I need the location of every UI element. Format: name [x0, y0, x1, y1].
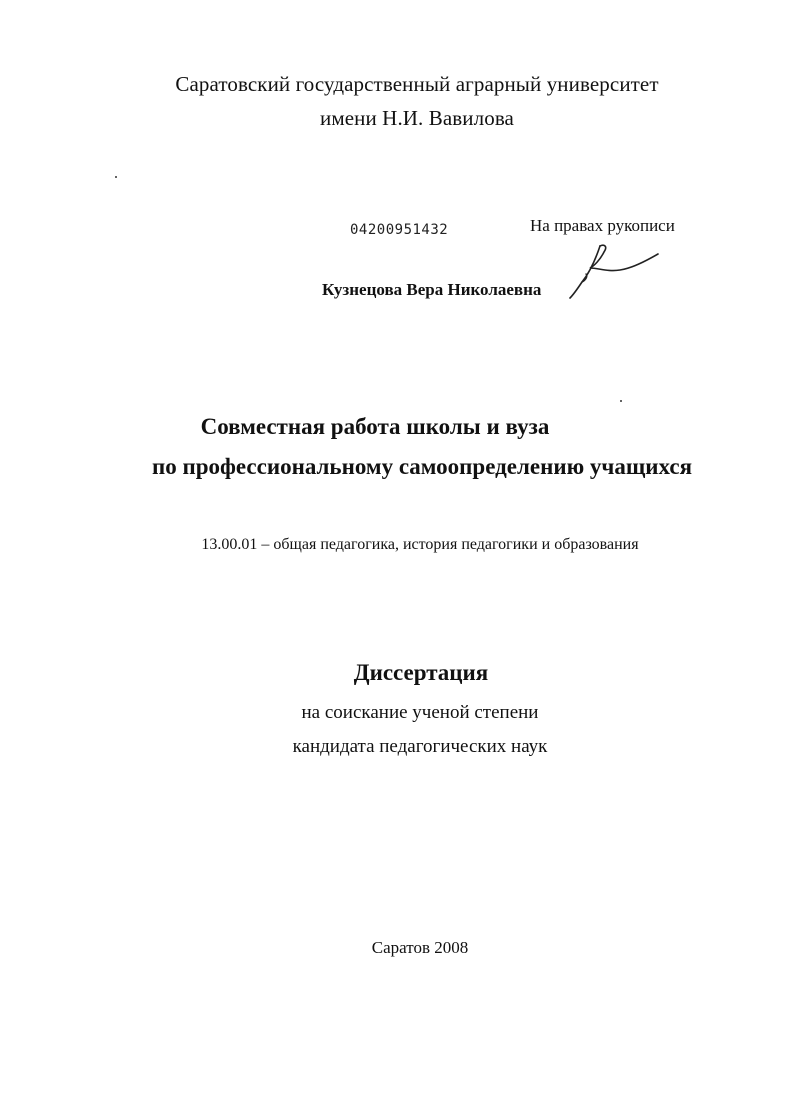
university-name-line1: Саратовский государственный аграрный университет	[175, 72, 659, 96]
manuscript-rights-note: На правах рукописи	[530, 216, 675, 235]
degree-line1: на соискание ученой степени	[301, 702, 539, 723]
dissertation-title-line2: по профессиональному самоопределению учащихся	[151, 454, 693, 479]
scan-speck	[115, 176, 117, 178]
degree-line2: кандидата педагогических наук	[292, 736, 548, 757]
registry-code: 04200951432	[350, 222, 449, 238]
signature-icon	[560, 238, 670, 300]
author-name: Кузнецова Вера Николаевна	[322, 280, 542, 299]
dissertation-title-line1: Совместная работа школы и вуза	[200, 414, 550, 439]
document-type: Диссертация	[353, 660, 489, 685]
specialty-code: 13.00.01 – общая педагогика, история педагогики и образования	[201, 536, 639, 553]
university-name-line2: имени Н.И. Вавилова	[320, 106, 514, 130]
scan-speck	[620, 400, 622, 402]
city-year: Саратов 2008	[371, 938, 469, 957]
